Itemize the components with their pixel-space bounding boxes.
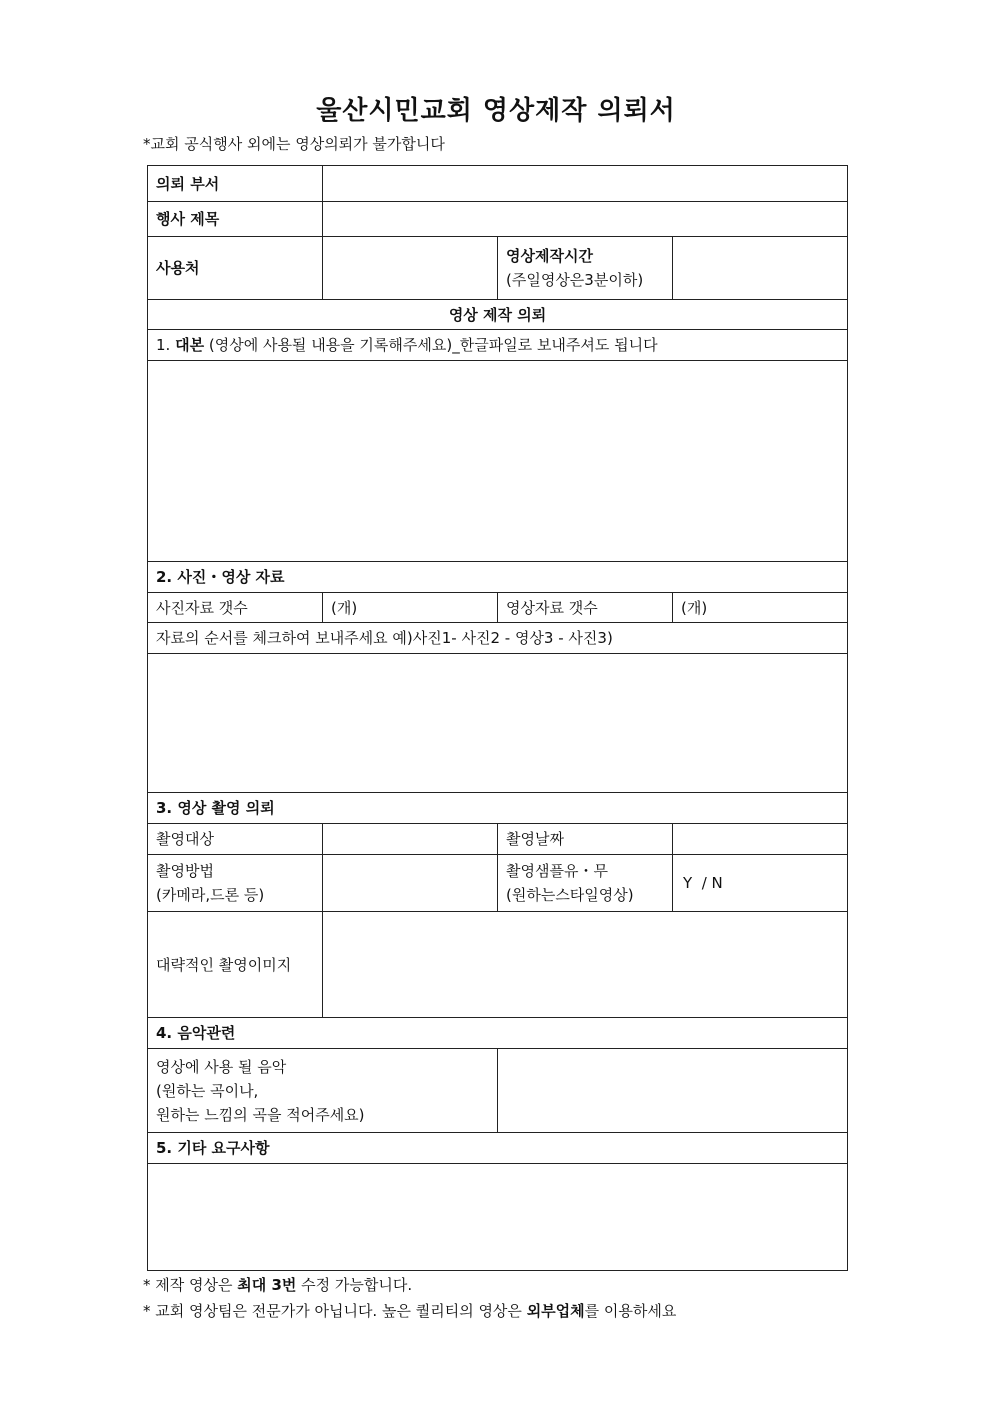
target-field[interactable] [323, 824, 498, 855]
target-label: 촬영대상 [148, 824, 323, 855]
event-label: 행사 제목 [148, 202, 323, 237]
section1-title: 대본 [175, 336, 205, 354]
duration-label: 영상제작시간 [506, 247, 593, 265]
method-label: 촬영방법 [156, 862, 214, 880]
footnote2-bold: 외부업체 [526, 1302, 585, 1320]
notice-text: *교회 공식행사 외에는 영상의뢰가 불가합니다 [143, 135, 445, 153]
request-form-table [147, 165, 848, 1271]
usage-label: 사용처 [148, 237, 323, 300]
method-note: (카메라,드론 등) [156, 886, 265, 904]
request-header: 영상 제작 의뢰 [148, 300, 848, 330]
music-label-line3: 원하는 느낌의 곡을 적어주세요) [156, 1105, 365, 1124]
music-label-line2: (원하는 곡이나, [156, 1081, 259, 1100]
other-requests-field[interactable] [148, 1164, 848, 1271]
date-field[interactable] [673, 824, 848, 855]
photo-count-label: 사진자료 갯수 [148, 593, 323, 623]
duration-note: (주일영상은3분이하) [506, 271, 644, 289]
method-label-cell [148, 855, 323, 912]
order-note: 자료의 순서를 체크하여 보내주세요 예)사진1- 사진2 - 영상3 - 사진3) [148, 623, 848, 654]
music-label-line1: 영상에 사용 될 음악 [156, 1057, 287, 1076]
footnote1-end: 수정 가능합니다. [296, 1276, 413, 1294]
date-label: 촬영날짜 [498, 824, 673, 855]
video-count-label: 영상자료 갯수 [498, 593, 673, 623]
section4-title: 4. 음악관련 [148, 1018, 848, 1049]
footnote1-bold: 최대 3번 [237, 1276, 297, 1294]
sample-label: 촬영샘플유・무 [506, 862, 608, 880]
section3-title: 3. 영상 촬영 의뢰 [148, 793, 848, 824]
footnote-revisions [143, 1272, 676, 1298]
music-field[interactable] [498, 1049, 848, 1133]
photo-count-field[interactable]: (개) [323, 593, 498, 623]
dept-field[interactable] [323, 166, 848, 202]
footnote2-text: * 교회 영상팀은 전문가가 아닙니다. 높은 퀄리티의 영상은 [143, 1302, 527, 1320]
music-label-cell [148, 1049, 498, 1133]
event-field[interactable] [323, 202, 848, 237]
method-field[interactable] [323, 855, 498, 912]
footnote1-text: * 제작 영상은 [143, 1276, 238, 1294]
duration-field[interactable] [673, 237, 848, 300]
image-field[interactable] [323, 912, 848, 1018]
sample-yn-field[interactable]: Y / N [673, 855, 848, 912]
section1-desc: (영상에 사용될 내용을 기록해주세요)_한글파일로 보내주셔도 됩니다 [208, 336, 658, 354]
section1-header [148, 330, 848, 361]
section5-title: 5. 기타 요구사항 [148, 1133, 848, 1164]
video-count-field[interactable]: (개) [673, 593, 848, 623]
document-title: 울산시민교회 영상제작 의뢰서 [316, 96, 676, 126]
materials-order-field[interactable] [148, 654, 848, 793]
image-label: 대략적인 촬영이미지 [148, 912, 323, 1018]
footnote2-end: 를 이용하세요 [584, 1302, 677, 1320]
duration-label-cell [498, 237, 673, 300]
footnote-quality [143, 1298, 676, 1324]
usage-field[interactable] [323, 237, 498, 300]
sample-note: (원하는스타일영상) [506, 886, 634, 904]
sample-label-cell [498, 855, 673, 912]
footnotes [143, 1272, 676, 1324]
dept-label: 의뢰 부서 [148, 166, 323, 202]
section1-num: 1. [156, 336, 171, 354]
section2-title: 2. 사진・영상 자료 [148, 562, 848, 593]
script-field[interactable] [148, 361, 848, 562]
